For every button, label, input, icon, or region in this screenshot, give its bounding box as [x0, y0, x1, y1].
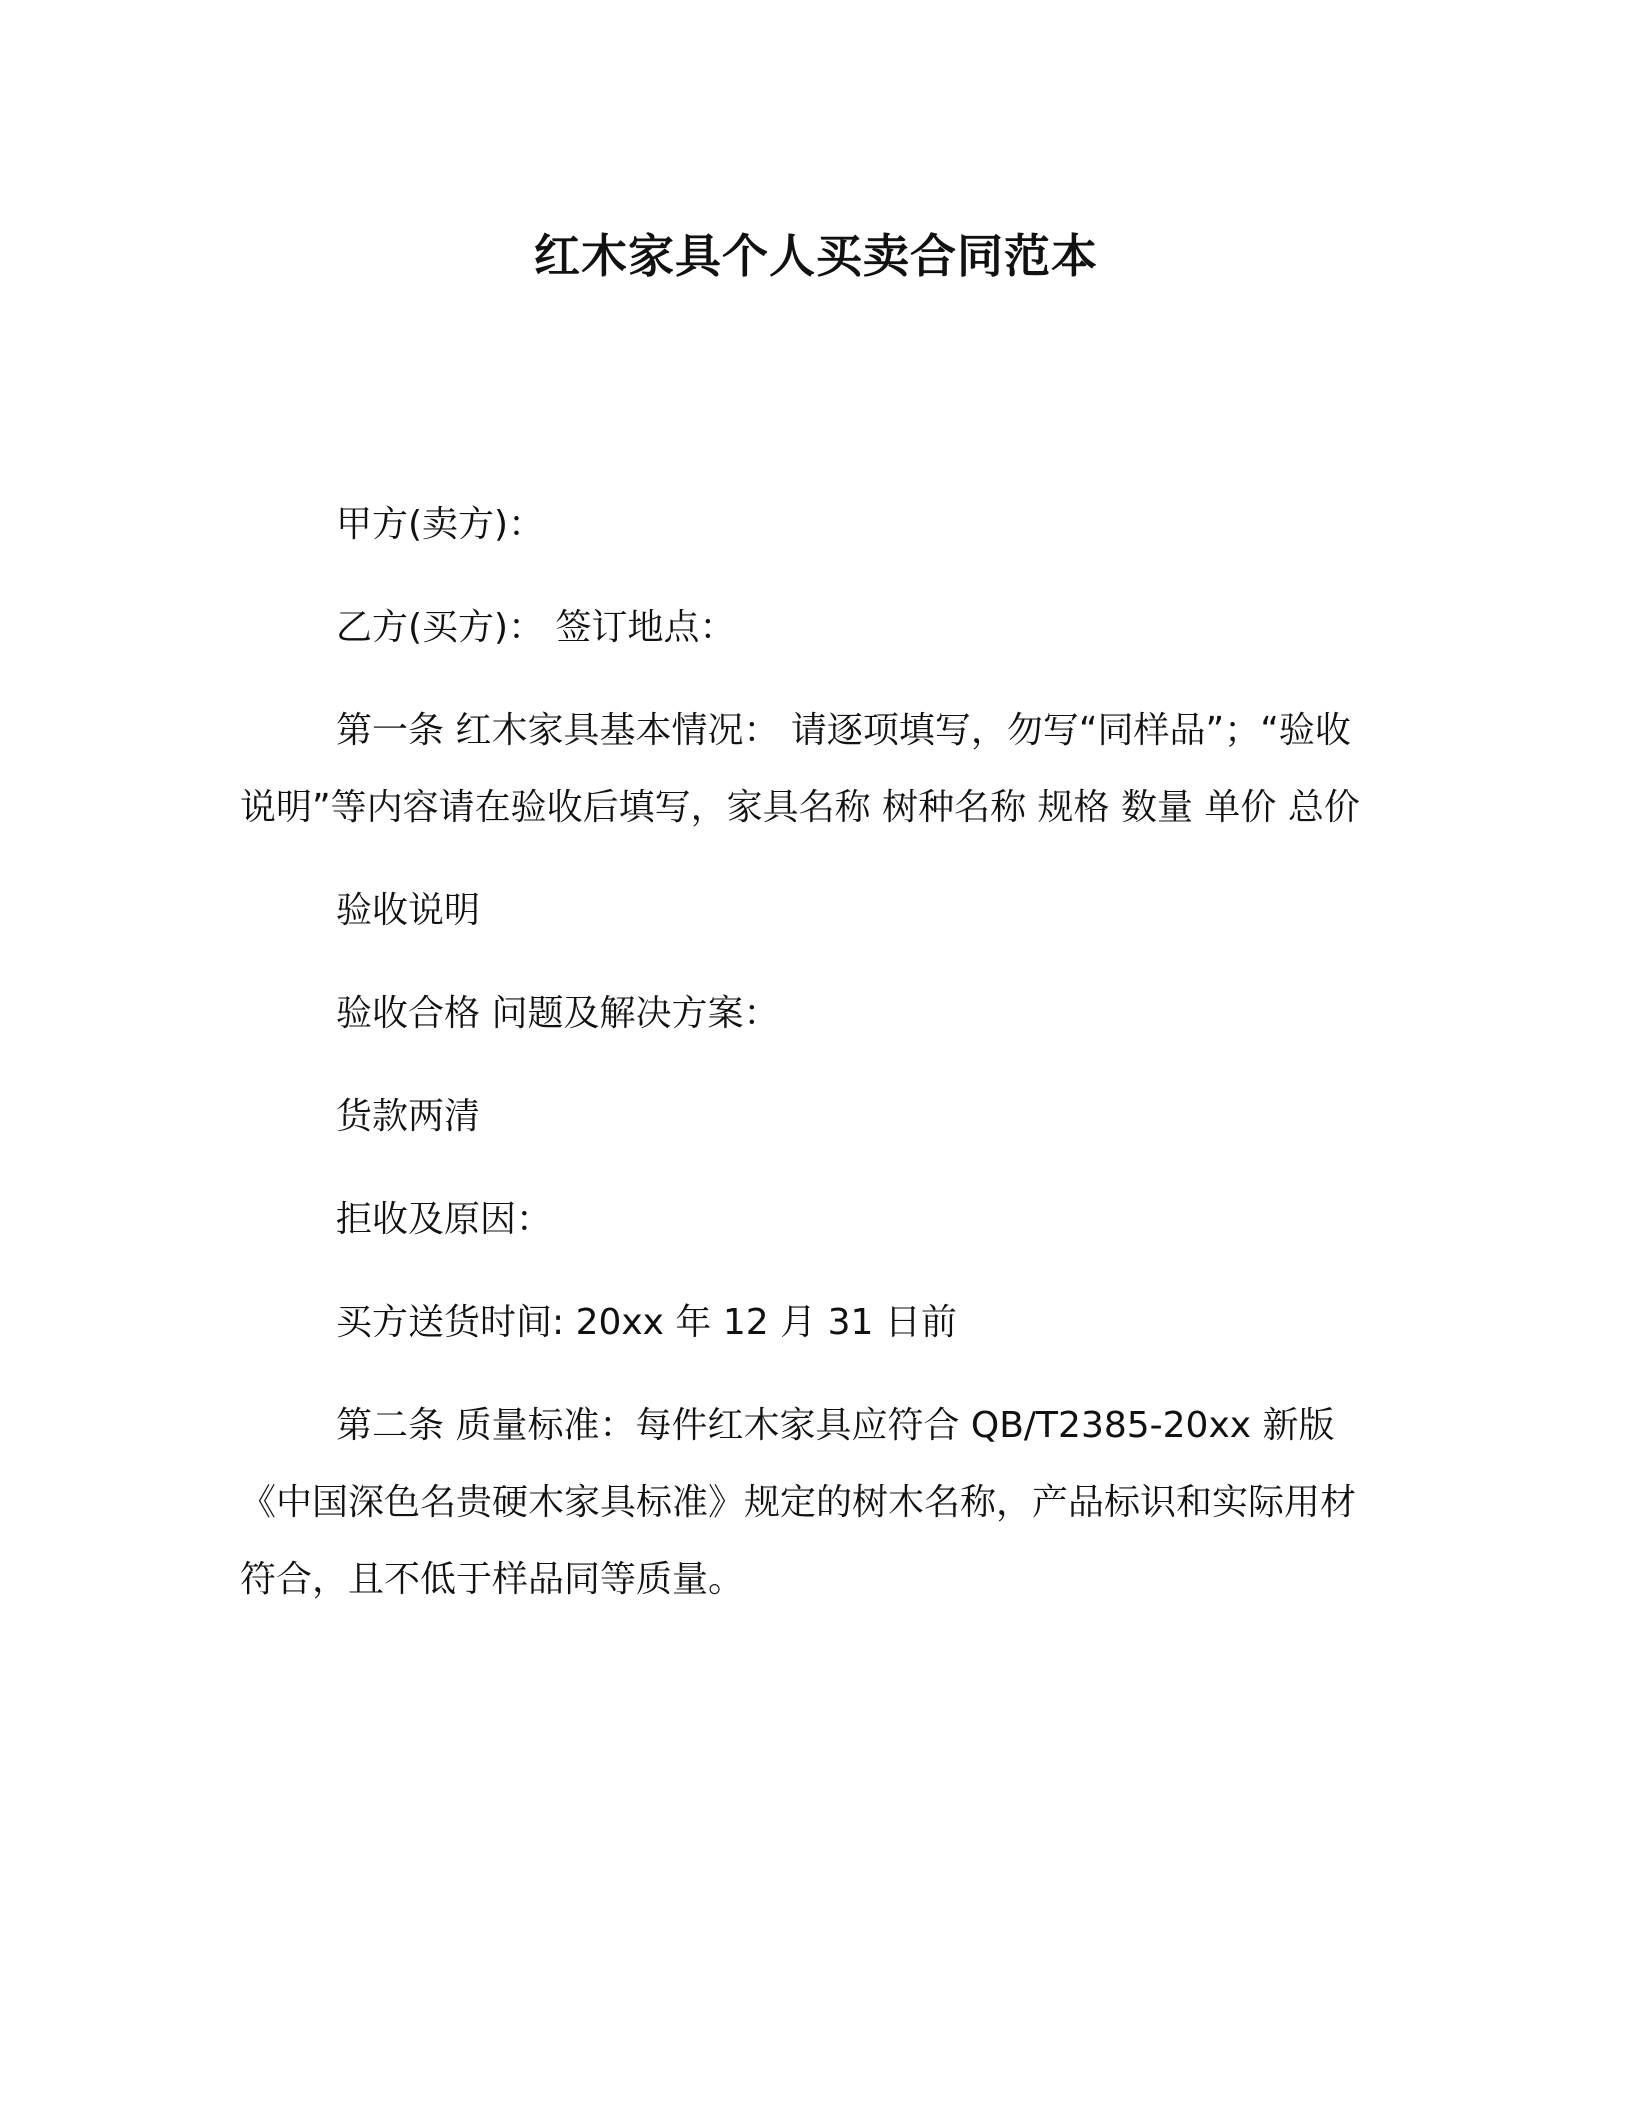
- rejection-reason-line: 拒收及原因：: [336, 1199, 553, 1240]
- party-a-line: 甲方(卖方)：: [336, 504, 545, 545]
- acceptance-note-line: 验收说明: [336, 890, 481, 931]
- article-two-paragraph: 第二条 质量标准：每件红木家具应符合 QB/T2385-20xx 新版《中国深色名贵硬木家具标准》规定的树木名称，产品标识和实际用材符合，且不低于样品同等质量。: [240, 1405, 1357, 1600]
- acceptance-result-line: 验收合格 问题及解决方案：: [336, 993, 780, 1034]
- article-one-paragraph: 第一条 红木家具基本情况： 请逐项填写，勿写“同样品”；“验收说明”等内容请在验收后填写，家具名称 树种名称 规格 数量 单价 总价: [240, 710, 1360, 828]
- payment-settled-line: 货款两清: [336, 1096, 481, 1137]
- delivery-time-line: 买方送货时间: 20xx 年 12 月 31 日前: [336, 1302, 957, 1343]
- party-b-line: 乙方(买方)： 签订地点：: [336, 607, 736, 648]
- document-body: [240, 486, 1370, 1644]
- document-title: 红木家具个人买卖合同范本: [534, 229, 1098, 283]
